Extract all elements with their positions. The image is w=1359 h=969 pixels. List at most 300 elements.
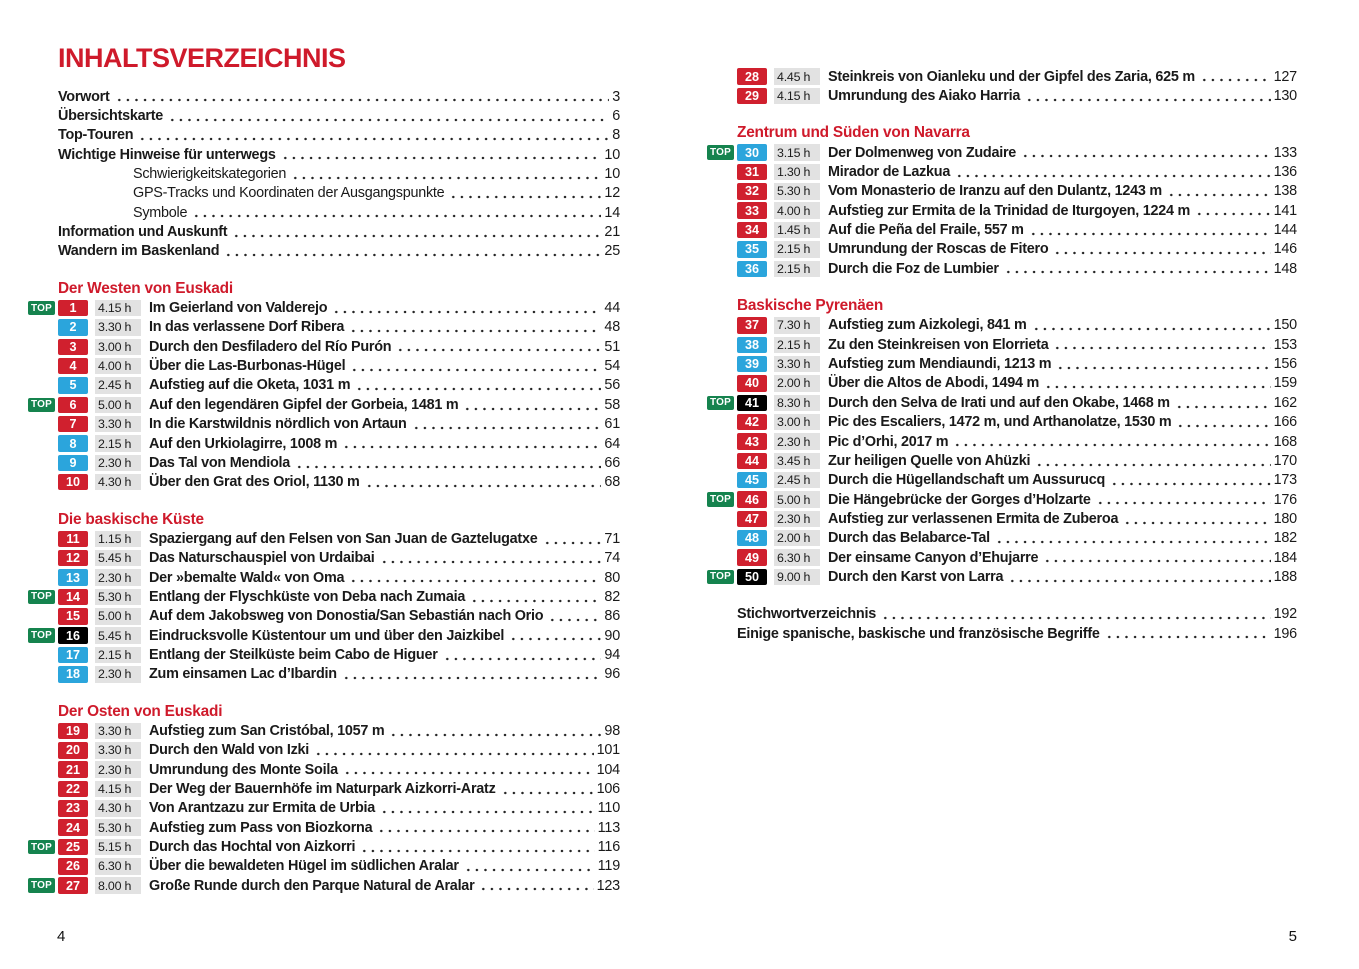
tour-duration: 1.15 h xyxy=(95,531,141,548)
tour-title: Durch den Wald von Izki xyxy=(149,742,310,759)
tour-section xyxy=(707,67,1297,106)
tour-title: Der Dolmenweg von Zudaire xyxy=(828,144,1017,161)
tour-page-number: 170 xyxy=(1273,452,1297,469)
tour-duration: 2.00 h xyxy=(774,375,820,392)
tour-page-number: 146 xyxy=(1273,241,1297,258)
top-badge-slot xyxy=(28,590,58,605)
toc-entry xyxy=(58,203,620,222)
dot-leader xyxy=(343,770,594,775)
tour-page-number: 168 xyxy=(1273,433,1297,450)
tour-number-badge: 5 xyxy=(58,377,88,394)
tour-page-number: 133 xyxy=(1273,144,1297,161)
tour-number-badge: 30 xyxy=(737,144,767,161)
tour-number-badge: 46 xyxy=(737,491,767,508)
tour-duration: 6.30 h xyxy=(774,549,820,566)
dot-leader xyxy=(412,425,602,430)
tour-title: Umrundung des Aiako Harria xyxy=(828,88,1021,105)
top-badge-slot xyxy=(28,628,58,643)
tour-title: Über den Grat des Oriol, 1130 m xyxy=(149,474,360,491)
tour-number-badge: 16 xyxy=(58,627,88,644)
tour-row xyxy=(28,799,620,818)
tour-duration: 3.30 h xyxy=(95,723,141,740)
tour-duration: 4.30 h xyxy=(95,800,141,817)
tour-number-badge: 43 xyxy=(737,433,767,450)
tour-page-number: 166 xyxy=(1273,414,1297,431)
tour-number-badge: 14 xyxy=(58,589,88,606)
tour-title: Auf dem Jakobsweg von Donostia/San Sebastián nach Orio xyxy=(149,608,544,625)
tour-row xyxy=(28,434,620,453)
tour-duration: 3.30 h xyxy=(774,356,820,373)
top-badge: TOP xyxy=(28,590,55,605)
dot-leader xyxy=(168,117,609,122)
tour-row xyxy=(707,335,1297,354)
tour-title: In das verlassene Dorf Ribera xyxy=(149,319,345,336)
dot-leader xyxy=(1025,97,1271,102)
tour-row xyxy=(707,490,1297,509)
section-heading: Die baskische Küste xyxy=(58,510,204,528)
tour-title: Zur heiligen Quelle von Ahüzki xyxy=(828,452,1031,469)
dot-leader xyxy=(350,367,601,372)
toc-entry-label: Wichtige Hinweise für unterwegs xyxy=(58,146,276,163)
tour-page-number: 58 xyxy=(604,396,620,413)
tour-row xyxy=(707,316,1297,335)
section-heading: Der Westen von Euskadi xyxy=(58,279,233,297)
tour-duration: 5.00 h xyxy=(95,397,141,414)
tour-duration: 3.30 h xyxy=(95,742,141,759)
toc-entry xyxy=(58,164,620,183)
tour-title: Das Naturschauspiel von Urdaibai xyxy=(149,550,375,567)
tour-title: Entlang der Flyschküste von Deba nach Zumaia xyxy=(149,588,466,605)
dot-leader xyxy=(1029,231,1271,236)
tour-page-number: 130 xyxy=(1273,88,1297,105)
tour-duration: 2.15 h xyxy=(774,261,820,278)
tour-number-badge: 31 xyxy=(737,164,767,181)
tour-page-number: 86 xyxy=(604,608,620,625)
tour-duration: 2.15 h xyxy=(774,337,820,354)
dot-leader xyxy=(1035,462,1270,467)
tour-title: Durch den Selva de Irati und auf den Okabe, 1468 m xyxy=(828,394,1170,411)
tour-section xyxy=(28,279,620,492)
tour-row xyxy=(707,201,1297,220)
tour-row xyxy=(707,548,1297,567)
tour-title: Aufstieg zur Ermita de la Trinidad de Iturgoyen, 1224 m xyxy=(828,202,1191,219)
tour-page-number: 136 xyxy=(1273,164,1297,181)
tour-number-badge: 25 xyxy=(58,839,88,856)
dot-leader xyxy=(1195,211,1270,216)
tour-row xyxy=(707,567,1297,586)
tour-page-number: 66 xyxy=(604,454,620,471)
top-badge-slot xyxy=(707,492,737,507)
top-badge: TOP xyxy=(28,878,55,893)
tour-duration: 5.00 h xyxy=(95,608,141,625)
dot-leader xyxy=(365,483,602,488)
tour-number-badge: 23 xyxy=(58,800,88,817)
tour-row xyxy=(28,453,620,472)
tour-title: Der »bemalte Wald« von Oma xyxy=(149,569,345,586)
tour-number-badge: 40 xyxy=(737,375,767,392)
dot-leader xyxy=(1105,634,1271,639)
tour-duration: 4.15 h xyxy=(774,88,820,105)
tour-row xyxy=(28,318,620,337)
tour-duration: 4.15 h xyxy=(95,781,141,798)
tour-title: Auf die Peña del Fraile, 557 m xyxy=(828,222,1024,239)
tour-page-number: 119 xyxy=(597,858,620,875)
tour-page-number: 71 xyxy=(604,530,620,547)
tour-row xyxy=(707,86,1297,105)
tour-page-number: 148 xyxy=(1273,260,1297,277)
tour-title: Die Hängebrücke der Gorges d’Holzarte xyxy=(828,491,1091,508)
dot-leader xyxy=(380,809,595,814)
tour-title: Spaziergang auf den Felsen von San Juan de Gaztelugatxe xyxy=(149,530,538,547)
top-badge-slot xyxy=(28,301,58,316)
tour-title: Zum einsamen Lac d’Ibardin xyxy=(149,666,337,683)
toc-entry-page: 6 xyxy=(612,108,620,125)
tour-number-badge: 29 xyxy=(737,88,767,105)
tour-title: Aufstieg zum San Cristóbal, 1057 m xyxy=(149,722,385,739)
tour-number-badge: 27 xyxy=(58,877,88,894)
tour-row xyxy=(707,451,1297,470)
tour-title: Durch die Foz de Lumbier xyxy=(828,260,999,277)
top-badge-slot xyxy=(707,145,737,160)
tour-number-badge: 9 xyxy=(58,455,88,472)
tour-row xyxy=(28,837,620,856)
top-badge: TOP xyxy=(28,840,55,855)
tour-title: Aufstieg zur verlassenen Ermita de Zuberoa xyxy=(828,510,1119,527)
tour-page-number: 188 xyxy=(1273,568,1297,585)
section-heading: Zentrum und Süden von Navarra xyxy=(737,124,970,142)
tour-row xyxy=(707,220,1297,239)
tour-title: Über die Altos de Abodi, 1494 m xyxy=(828,375,1040,392)
tour-page-number: 173 xyxy=(1273,472,1297,489)
tour-section xyxy=(28,702,620,895)
dot-leader xyxy=(1053,250,1270,255)
tour-title: Umrundung der Roscas de Fitero xyxy=(828,241,1049,258)
tour-row xyxy=(707,143,1297,162)
tour-duration: 8.00 h xyxy=(95,877,141,894)
tour-page-number: 56 xyxy=(604,377,620,394)
tour-duration: 4.00 h xyxy=(774,202,820,219)
top-badge: TOP xyxy=(707,145,734,160)
dot-leader xyxy=(360,848,594,853)
tour-duration: 4.30 h xyxy=(95,474,141,491)
section-heading: Baskische Pyrenäen xyxy=(737,297,884,315)
tour-number-badge: 17 xyxy=(58,647,88,664)
tour-duration: 4.00 h xyxy=(95,358,141,375)
toc-entry xyxy=(58,222,620,241)
front-matter-list xyxy=(28,87,620,261)
tour-page-number: 159 xyxy=(1273,375,1297,392)
tour-page-number: 123 xyxy=(596,877,620,894)
tour-number-badge: 11 xyxy=(58,531,88,548)
tour-title: Eindrucksvolle Küstentour um und über den Jaizkibel xyxy=(149,627,505,644)
tour-page-number: 113 xyxy=(597,819,620,836)
tour-number-badge: 10 xyxy=(58,474,88,491)
tour-row xyxy=(28,298,620,317)
tour-title: Aufstieg zum Aizkolegi, 841 m xyxy=(828,317,1027,334)
tour-duration: 1.30 h xyxy=(774,164,820,181)
tour-duration: 5.45 h xyxy=(95,550,141,567)
dot-leader xyxy=(953,442,1270,447)
dot-leader xyxy=(1110,481,1271,486)
dot-leader xyxy=(1004,269,1271,274)
toc-entry-page: 25 xyxy=(604,243,620,260)
tour-duration: 2.15 h xyxy=(95,647,141,664)
tour-duration: 6.30 h xyxy=(95,858,141,875)
tour-title: Vom Monasterio de Iranzu auf den Dulantz, 1243 m xyxy=(828,183,1162,200)
top-badge: TOP xyxy=(707,492,734,507)
dot-leader xyxy=(1056,365,1270,370)
tour-page-number: 153 xyxy=(1273,336,1297,353)
tour-duration: 5.30 h xyxy=(774,183,820,200)
tour-duration: 3.00 h xyxy=(774,414,820,431)
tour-title: Große Runde durch den Parque Natural de Aralar xyxy=(149,877,475,894)
tour-page-number: 110 xyxy=(597,800,620,817)
tour-title: Das Tal von Mendiola xyxy=(149,454,291,471)
toc-entry-label: Symbole xyxy=(133,204,188,221)
tour-row xyxy=(28,587,620,606)
tour-title: Aufstieg zum Pass von Biozkorna xyxy=(149,819,373,836)
toc-entry-page: 8 xyxy=(612,127,620,144)
tour-title: Mirador de Lazkua xyxy=(828,164,951,181)
tour-page-number: 74 xyxy=(604,550,620,567)
tour-title: Der Weg der Bauernhöfe im Naturpark Aizkorri-Aratz xyxy=(149,781,496,798)
tour-number-badge: 36 xyxy=(737,261,767,278)
tour-number-badge: 13 xyxy=(58,569,88,586)
top-badge: TOP xyxy=(28,301,55,316)
dot-leader xyxy=(355,386,601,391)
tour-duration: 2.15 h xyxy=(95,435,141,452)
tour-duration: 2.30 h xyxy=(774,511,820,528)
tour-row xyxy=(28,568,620,587)
left-page-sections xyxy=(28,279,620,895)
back-matter-list xyxy=(707,605,1297,644)
tour-row xyxy=(28,741,620,760)
tour-duration: 4.45 h xyxy=(774,68,820,85)
tour-page-number: 141 xyxy=(1273,202,1297,219)
tour-duration: 3.30 h xyxy=(95,319,141,336)
tour-page-number: 68 xyxy=(604,474,620,491)
tour-duration: 1.45 h xyxy=(774,222,820,239)
tour-number-badge: 20 xyxy=(58,742,88,759)
tour-page-number: 80 xyxy=(604,569,620,586)
toc-entry-page: 196 xyxy=(1273,625,1297,642)
toc-entry-page: 192 xyxy=(1273,606,1297,623)
tour-duration: 2.15 h xyxy=(774,241,820,258)
tour-row xyxy=(28,779,620,798)
dot-leader xyxy=(479,886,593,891)
tour-page-number: 104 xyxy=(596,761,620,778)
tour-duration: 9.00 h xyxy=(774,569,820,586)
tour-number-badge: 7 xyxy=(58,416,88,433)
toc-entry-page: 12 xyxy=(604,185,620,202)
tour-title: In die Karstwildnis nördlich von Artaun xyxy=(149,416,407,433)
tour-page-number: 150 xyxy=(1273,317,1297,334)
dot-leader xyxy=(509,636,601,641)
tour-number-badge: 38 xyxy=(737,337,767,354)
tour-number-badge: 3 xyxy=(58,339,88,356)
dot-leader xyxy=(192,213,601,218)
tour-title: Durch das Hochtal von Aizkorri xyxy=(149,839,356,856)
tour-row xyxy=(707,509,1297,528)
tour-title: Der einsame Canyon d’Ehujarre xyxy=(828,549,1039,566)
tour-page-number: 82 xyxy=(604,588,620,605)
tour-number-badge: 32 xyxy=(737,183,767,200)
tour-duration: 5.30 h xyxy=(95,589,141,606)
tour-row xyxy=(707,240,1297,259)
dot-leader xyxy=(115,97,610,102)
tour-page-number: 54 xyxy=(604,358,620,375)
top-badge-slot xyxy=(28,878,58,893)
tour-number-badge: 28 xyxy=(737,68,767,85)
tour-page-number: 182 xyxy=(1273,530,1297,547)
dot-leader xyxy=(295,464,601,469)
tour-row xyxy=(707,471,1297,490)
dot-leader xyxy=(1043,558,1270,563)
dot-leader xyxy=(1008,578,1270,583)
tour-section xyxy=(707,124,1297,279)
dot-leader xyxy=(463,406,601,411)
dot-leader xyxy=(232,233,601,238)
dot-leader xyxy=(349,578,601,583)
dot-leader xyxy=(1167,192,1271,197)
dot-leader xyxy=(1021,153,1271,158)
dot-leader xyxy=(1032,326,1271,331)
tour-row xyxy=(707,354,1297,373)
tour-title: Über die Las-Burbonas-Hügel xyxy=(149,358,346,375)
tour-row xyxy=(707,182,1297,201)
tour-section xyxy=(707,296,1297,586)
tour-number-badge: 19 xyxy=(58,723,88,740)
tour-duration: 3.45 h xyxy=(774,453,820,470)
page-title: INHALTSVERZEICHNIS xyxy=(58,43,346,73)
toc-entry-page: 10 xyxy=(604,166,620,183)
dot-leader xyxy=(314,751,594,756)
tour-title: Umrundung des Monte Soila xyxy=(149,761,338,778)
tour-row xyxy=(28,645,620,664)
tour-duration: 2.45 h xyxy=(95,377,141,394)
toc-entry-label: GPS-Tracks und Koordinaten der Ausgangspunkte xyxy=(133,185,445,202)
tour-number-badge: 35 xyxy=(737,241,767,258)
dot-leader xyxy=(1096,500,1271,505)
toc-entry xyxy=(58,106,620,125)
dot-leader xyxy=(443,656,602,661)
dot-leader xyxy=(349,328,601,333)
tour-title: Im Geierland von Valderejo xyxy=(149,300,328,317)
tour-row xyxy=(707,162,1297,181)
tour-row xyxy=(707,374,1297,393)
dot-leader xyxy=(342,444,601,449)
tour-page-number: 144 xyxy=(1273,222,1297,239)
dot-leader xyxy=(464,867,595,872)
section-heading: Der Osten von Euskadi xyxy=(58,702,223,720)
dot-leader xyxy=(1053,345,1270,350)
tour-row xyxy=(28,415,620,434)
dot-leader xyxy=(332,309,601,314)
toc-entry-label: Wandern im Baskenland xyxy=(58,243,220,260)
right-page-sections xyxy=(707,67,1297,587)
tour-title: Durch den Desfiladero del Río Purón xyxy=(149,338,392,355)
tour-row xyxy=(28,665,620,684)
tour-row xyxy=(28,529,620,548)
tour-row xyxy=(28,818,620,837)
tour-title: Von Arantzazu zur Ermita de Urbia xyxy=(149,800,376,817)
tour-number-badge: 41 xyxy=(737,395,767,412)
dot-leader xyxy=(501,790,594,795)
tour-title: Über die bewaldeten Hügel im südlichen Aralar xyxy=(149,858,459,875)
tour-row xyxy=(707,259,1297,278)
tour-duration: 5.15 h xyxy=(95,839,141,856)
dot-leader xyxy=(1123,520,1270,525)
tour-section xyxy=(28,510,620,684)
tour-row xyxy=(28,876,620,895)
tour-page-number: 51 xyxy=(604,338,620,355)
tour-title: Entlang der Steilküste beim Cabo de Higuer xyxy=(149,646,438,663)
tour-duration: 2.45 h xyxy=(774,472,820,489)
dot-leader xyxy=(224,252,601,257)
tour-number-badge: 2 xyxy=(58,319,88,336)
tour-duration: 2.30 h xyxy=(95,569,141,586)
tour-duration: 5.45 h xyxy=(95,627,141,644)
toc-entry xyxy=(58,126,620,145)
dot-leader xyxy=(389,732,601,737)
tour-number-badge: 4 xyxy=(58,358,88,375)
tour-page-number: 90 xyxy=(604,627,620,644)
tour-number-badge: 6 xyxy=(58,397,88,414)
top-badge: TOP xyxy=(28,398,55,413)
toc-entry xyxy=(737,605,1297,624)
dot-leader xyxy=(470,598,601,603)
toc-entry xyxy=(58,184,620,203)
tour-title: Durch die Hügellandschaft um Aussurucq xyxy=(828,472,1106,489)
tour-title: Pic d’Orhi, 2017 m xyxy=(828,433,949,450)
tour-duration: 2.30 h xyxy=(95,666,141,683)
tour-duration: 7.30 h xyxy=(774,317,820,334)
tour-number-badge: 22 xyxy=(58,781,88,798)
toc-entry xyxy=(58,145,620,164)
tour-page-number: 44 xyxy=(604,300,620,317)
tour-page-number: 116 xyxy=(597,839,620,856)
tour-number-badge: 48 xyxy=(737,530,767,547)
top-badge-slot xyxy=(707,570,737,585)
tour-page-number: 98 xyxy=(604,722,620,739)
tour-number-badge: 21 xyxy=(58,761,88,778)
tour-duration: 3.00 h xyxy=(95,339,141,356)
tour-page-number: 48 xyxy=(604,319,620,336)
dot-leader xyxy=(1044,384,1270,389)
tour-page-number: 180 xyxy=(1273,510,1297,527)
tour-row xyxy=(707,67,1297,86)
tour-duration: 5.00 h xyxy=(774,491,820,508)
toc-right-page xyxy=(707,49,1297,643)
tour-row xyxy=(707,413,1297,432)
top-badge-slot xyxy=(28,398,58,413)
tour-title: Auf den legendären Gipfel der Gorbeia, 1481 m xyxy=(149,396,459,413)
tour-row xyxy=(707,432,1297,451)
tour-number-badge: 24 xyxy=(58,819,88,836)
toc-entry-page: 3 xyxy=(612,88,620,105)
tour-number-badge: 44 xyxy=(737,453,767,470)
tour-page-number: 156 xyxy=(1273,356,1297,373)
tour-row xyxy=(707,529,1297,548)
tour-number-badge: 18 xyxy=(58,666,88,683)
tour-number-badge: 49 xyxy=(737,549,767,566)
tour-duration: 3.15 h xyxy=(774,144,820,161)
folio-page-number-right: 5 xyxy=(1288,928,1297,945)
toc-entry-label: Top-Touren xyxy=(58,127,134,144)
tour-duration: 2.30 h xyxy=(95,455,141,472)
top-badge: TOP xyxy=(707,396,734,411)
toc-entry xyxy=(58,87,620,106)
